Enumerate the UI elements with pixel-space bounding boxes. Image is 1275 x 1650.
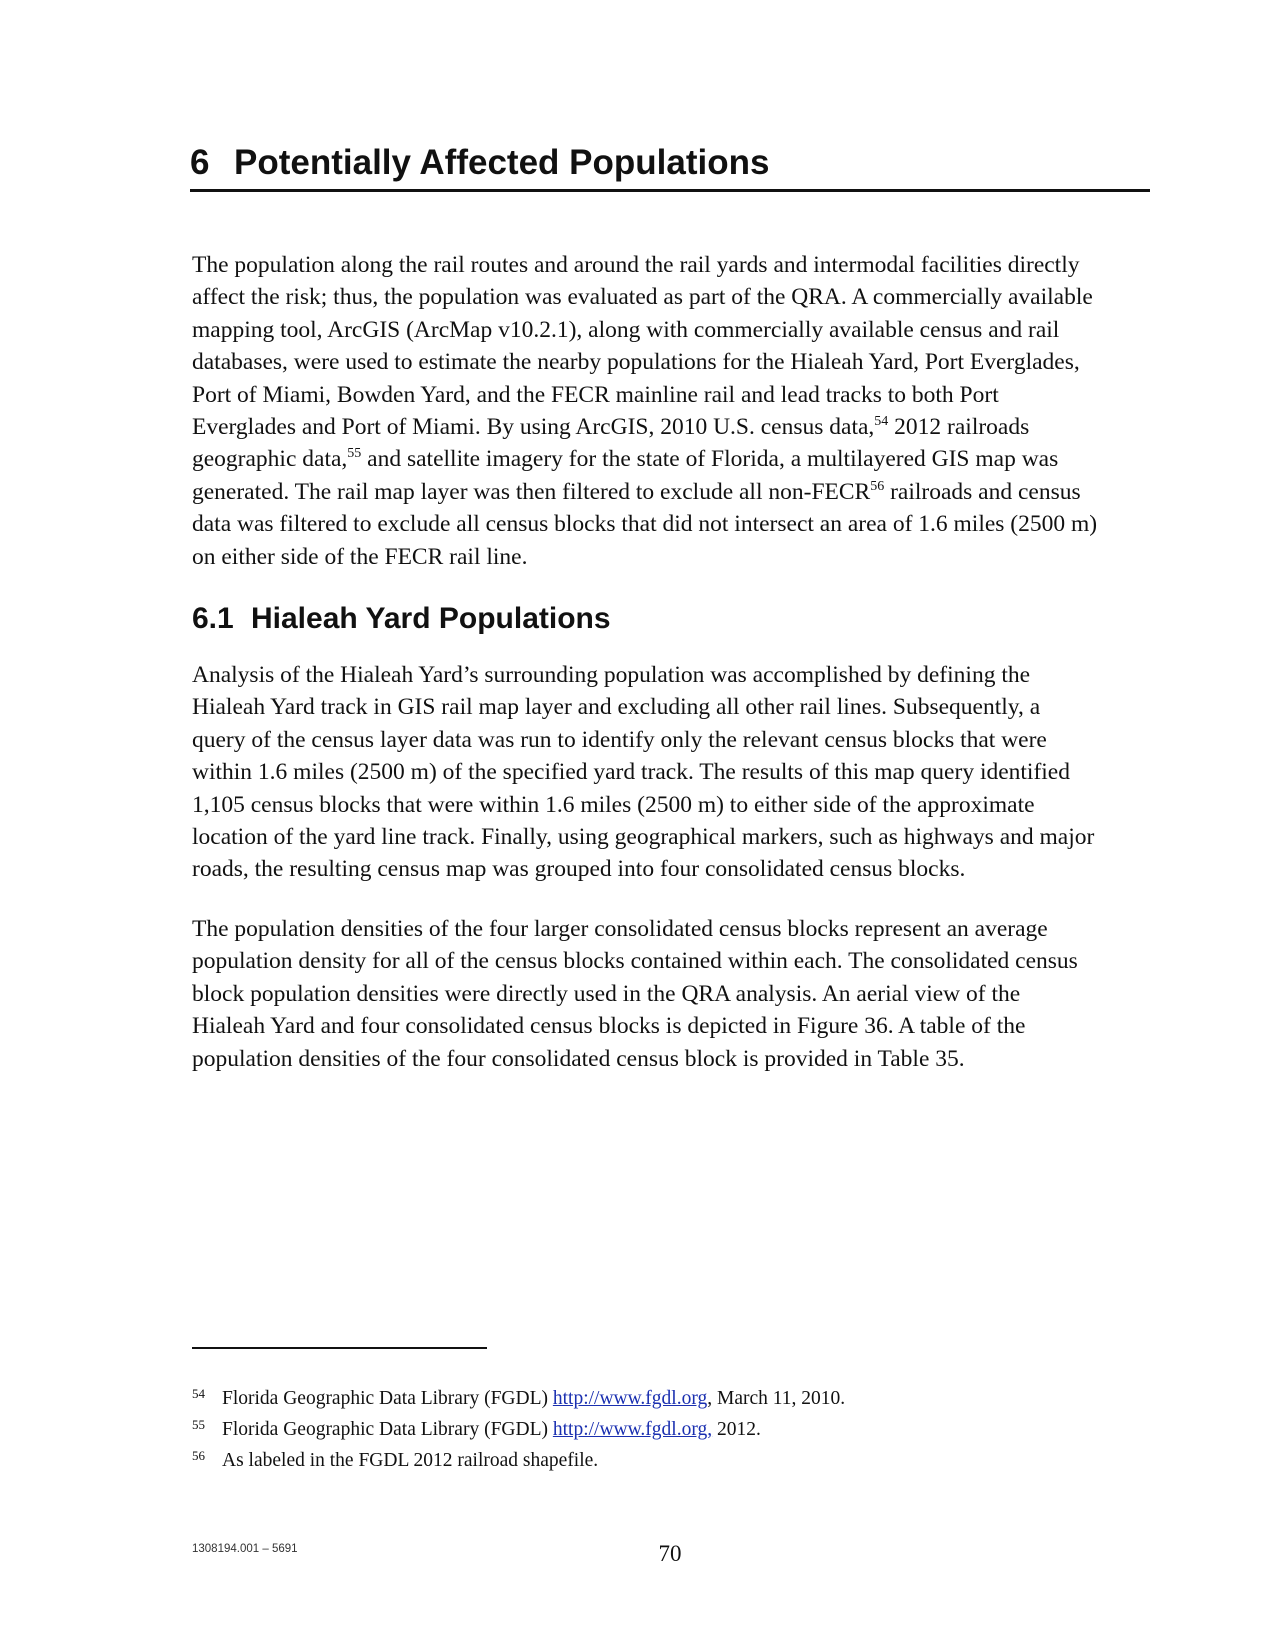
hialeah-paragraph-1: [192, 659, 1167, 886]
footnote-ref-54[interactable]: 54: [874, 414, 889, 430]
paragraph-line: block population densities were directly used in the QRA analysis. An aerial view of the: [192, 980, 1021, 1007]
footnote-56: 56 As labeled in the FGDL 2012 railroad shapefile.: [192, 1448, 599, 1471]
paragraph-line: within 1.6 miles (2500 m) of the specified yard track. The results of this map query identified: [192, 759, 1070, 786]
hialeah-paragraph-2: [192, 913, 1167, 1075]
paragraph-line: query of the census layer data was run to identify only the relevant census blocks that were: [192, 726, 1047, 753]
paragraph-line: Analysis of the Hialeah Yard’s surrounding population was accomplished by defining the: [192, 662, 1031, 688]
footnote-55: 55 Florida Geographic Data Library (FGDL) http://www.fgdl.org, 2012.: [192, 1417, 761, 1440]
footnote-text: As labeled in the FGDL 2012 railroad shapefile.: [222, 1450, 599, 1471]
subsection-number: 6.1: [192, 602, 234, 635]
subsection-heading: [192, 601, 611, 637]
document-number: 1308194.001 – 5691: [192, 1543, 298, 1555]
page-number: 70: [658, 1541, 682, 1566]
footnote-text: Florida Geographic Data Library (FGDL): [222, 1388, 553, 1409]
paragraph-line: roads, the resulting census map was grouped into four consolidated census blocks.: [192, 856, 966, 883]
footnote-separator: [192, 1347, 487, 1349]
intro-line: geographic data,$^{55}$ and satellite imagery for the state of Florida, a multilayered GIS map was: [192, 446, 1059, 473]
footnote-54: 54 Florida Geographic Data Library (FGDL) http://www.fgdl.org, March 11, 2010.: [192, 1386, 846, 1409]
paragraph-line: population density for all of the census blocks contained within each. The consolidated census: [192, 948, 1078, 975]
section-title: Potentially Affected Populations: [234, 143, 770, 182]
intro-line: generated. The rail map layer was then filtered to exclude all non-FECR$^{56}$ railroads and census: [192, 478, 1081, 505]
footnote-ref-56[interactable]: 56: [870, 478, 885, 494]
footnote-text: , March 11, 2010.: [707, 1388, 846, 1409]
fgdl-link[interactable]: http://www.fgdl.org: [552, 1388, 708, 1409]
paragraph-line: The population densities of the four larger consolidated census blocks represent an average: [192, 916, 1048, 942]
paragraph-line: population densities of the four consolidated census block is provided in Table 35.: [192, 1045, 965, 1072]
intro-line: mapping tool, ArcGIS (ArcMap v10.2.1), along with commercially available census and rail: [192, 316, 1060, 343]
intro-line: Everglades and Port of Miami. By using ArcGIS, 2010 U.S. census data,$^{54}$ 2012 railroads: [192, 414, 1030, 441]
footnote-text: Florida Geographic Data Library (FGDL): [222, 1419, 553, 1440]
paragraph-line: Hialeah Yard track in GIS rail map layer and excluding all other rail lines. Subsequently, a: [192, 694, 1041, 721]
heading-underline: [190, 189, 1150, 192]
intro-line: on either side of the FECR rail line.: [192, 543, 528, 570]
intro-line: Port of Miami, Bowden Yard, and the FECR mainline rail and lead tracks to both Port: [192, 381, 999, 408]
paragraph-line: location of the yard line track. Finally, using geographical markers, such as highways and major: [192, 824, 1095, 851]
section-heading: [190, 143, 1150, 183]
section-number: 6: [190, 143, 210, 182]
intro-line: data was filtered to exclude all census blocks that did not intersect an area of 1.6 miles (2500 m): [192, 511, 1098, 538]
footnote-ref-55[interactable]: 55: [347, 446, 362, 462]
intro-paragraph: [192, 249, 1167, 573]
fgdl-link[interactable]: http://www.fgdl.org,: [552, 1419, 713, 1440]
paragraph-line: Hialeah Yard and four consolidated census blocks is depicted in Figure 36. A table of the: [192, 1013, 1026, 1040]
intro-line: affect the risk; thus, the population was evaluated as part of the QRA. A commercially available: [192, 284, 1093, 311]
intro-line: The population along the rail routes and around the rail yards and intermodal facilities directly: [192, 252, 1080, 278]
paragraph-line: 1,105 census blocks that were within 1.6 miles (2500 m) to either side of the approximate: [192, 791, 1035, 818]
intro-line: databases, were used to estimate the nearby populations for the Hialeah Yard, Port Everglades,: [192, 349, 1080, 376]
subsection-title: Hialeah Yard Populations: [251, 602, 611, 635]
footnote-text: 2012.: [712, 1419, 761, 1440]
